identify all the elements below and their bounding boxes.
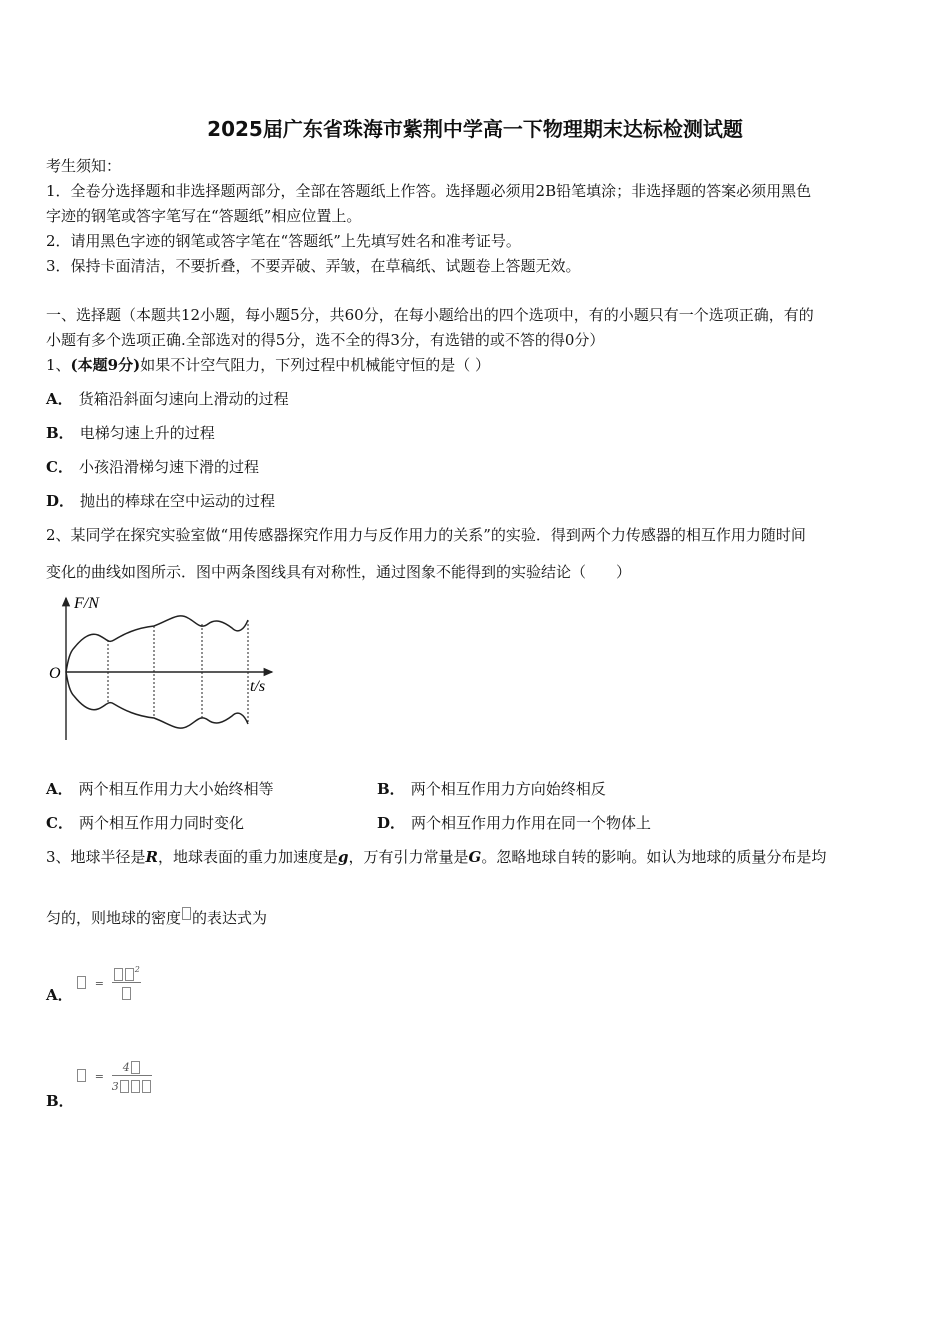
section-intro: 一、选择题（本题共12小题，每小题5分，共60分，在每小题给出的四个选项中，有的小题只有一个选项正确，有的 (46, 306, 814, 324)
missing-glyph-icon (120, 1080, 129, 1093)
fraction (112, 964, 141, 1001)
option-letter: C． (46, 814, 73, 832)
symbol-big-g: G (468, 848, 482, 866)
coefficient: 3 (111, 1080, 119, 1093)
missing-glyph-icon (122, 987, 131, 1000)
symbol-g: g (338, 848, 349, 866)
fraction (112, 1057, 152, 1094)
option-a[interactable] (46, 388, 289, 409)
option-text: 抛出的棒球在空中运动的过程 (80, 492, 276, 510)
missing-glyph-icon (182, 907, 191, 920)
option-d[interactable] (377, 812, 651, 833)
option-letter: B． (46, 1092, 74, 1110)
missing-glyph-icon (114, 968, 123, 981)
question-text: 。忽略地球自转的影响。如认为地球的质量分布是均 (481, 848, 827, 866)
option-a[interactable] (46, 984, 79, 1005)
section-intro: 小题有多个选项正确.全部选对的得5分，选不全的得3分，有选错的或不答的得0分） (46, 331, 605, 349)
origin-label: O (49, 665, 61, 682)
option-d[interactable] (46, 490, 275, 511)
x-axis-label: t/s (250, 678, 266, 695)
option-b[interactable] (46, 422, 215, 443)
option-letter: D． (377, 814, 406, 832)
option-letter: D． (46, 492, 75, 510)
option-b[interactable] (377, 778, 606, 799)
option-letter: B． (46, 424, 74, 442)
notice-line: 2．请用黑色字迹的钢笔或答字笔在“答题纸”上先填写姓名和准考证号。 (46, 232, 521, 250)
option-b[interactable] (46, 1090, 80, 1111)
denominator (112, 983, 141, 1001)
question-3-stem-cont (46, 907, 267, 928)
option-letter: A． (46, 390, 73, 408)
question-text: 如果不计空气阻力，下列过程中机械能守恒的是（ ） (140, 356, 490, 374)
option-text: 小孩沿滑梯匀速下滑的过程 (78, 458, 259, 476)
page-title: 2025届广东省珠海市紫荆中学高一下物理期末达标检测试题 (207, 117, 743, 141)
question-text: ，万有引力常量是 (348, 848, 469, 866)
option-c[interactable] (46, 456, 259, 477)
option-text: 两个相互作用力方向始终相反 (410, 780, 606, 798)
option-letter: A． (46, 780, 73, 798)
option-letter: B． (377, 780, 405, 798)
notice-line: 3．保持卡面清洁，不要折叠，不要弄破、弄皱，在草稿纸、试题卷上答题无效。 (46, 257, 581, 275)
missing-glyph-icon (125, 968, 134, 981)
question-tag: (本题9分) (70, 356, 141, 374)
question-1-stem (46, 354, 490, 375)
notice-line: 字迹的钢笔或答字笔写在“答题纸”相应位置上。 (46, 207, 362, 225)
force-time-graph (44, 590, 284, 745)
equals-sign: = (94, 976, 104, 990)
option-text: 两个相互作用力同时变化 (78, 814, 244, 832)
question-number: 1、 (46, 356, 71, 374)
numerator (112, 1057, 152, 1076)
missing-glyph-icon (142, 1080, 151, 1093)
missing-glyph-icon (131, 1080, 140, 1093)
question-text: 匀的，则地球的密度 (46, 909, 182, 927)
question-text: 的表达式为 (192, 909, 268, 927)
notice-line: 1．全卷分选择题和非选择题两部分，全部在答题纸上作答。选择题必须用2B铅笔填涂；非选择题的答案必须用黑色 (46, 182, 812, 200)
formula-a (76, 964, 141, 1001)
option-c[interactable] (46, 812, 244, 833)
equals-sign: = (94, 1069, 104, 1083)
option-text: 货箱沿斜面匀速向上滑动的过程 (78, 390, 289, 408)
option-text: 两个相互作用力作用在同一个物体上 (411, 814, 652, 832)
option-text: 两个相互作用力大小始终相等 (78, 780, 274, 798)
missing-glyph-icon (77, 1069, 86, 1082)
numerator (112, 964, 141, 983)
formula-b (76, 1057, 152, 1094)
question-text: 3、地球半径是 (46, 848, 146, 866)
y-axis-label: F/N (74, 595, 99, 612)
question-2-stem-cont: 变化的曲线如图所示．图中两条图线具有对称性，通过图象不能得到的实验结论（ ） (46, 563, 632, 581)
exponent: 2 (134, 965, 140, 974)
notice-heading: 考生须知： (46, 157, 122, 175)
option-text: 电梯匀速上升的过程 (79, 424, 215, 442)
symbol-r: R (145, 848, 159, 866)
missing-glyph-icon (131, 1061, 140, 1074)
coefficient: 4 (122, 1061, 130, 1074)
question-2-stem: 2、某同学在探究实验室做“用传感器探究作用力与反作用力的关系”的实验．得到两个力传感器的相互作用力随时间 (46, 526, 806, 544)
option-letter: A． (46, 986, 73, 1004)
force-curve-lower (66, 672, 248, 728)
option-a[interactable] (46, 778, 274, 799)
question-3-stem (46, 846, 826, 867)
option-letter: C． (46, 458, 73, 476)
question-text: ，地球表面的重力加速度是 (158, 848, 339, 866)
force-curve-upper (66, 616, 248, 672)
denominator (112, 1076, 152, 1094)
